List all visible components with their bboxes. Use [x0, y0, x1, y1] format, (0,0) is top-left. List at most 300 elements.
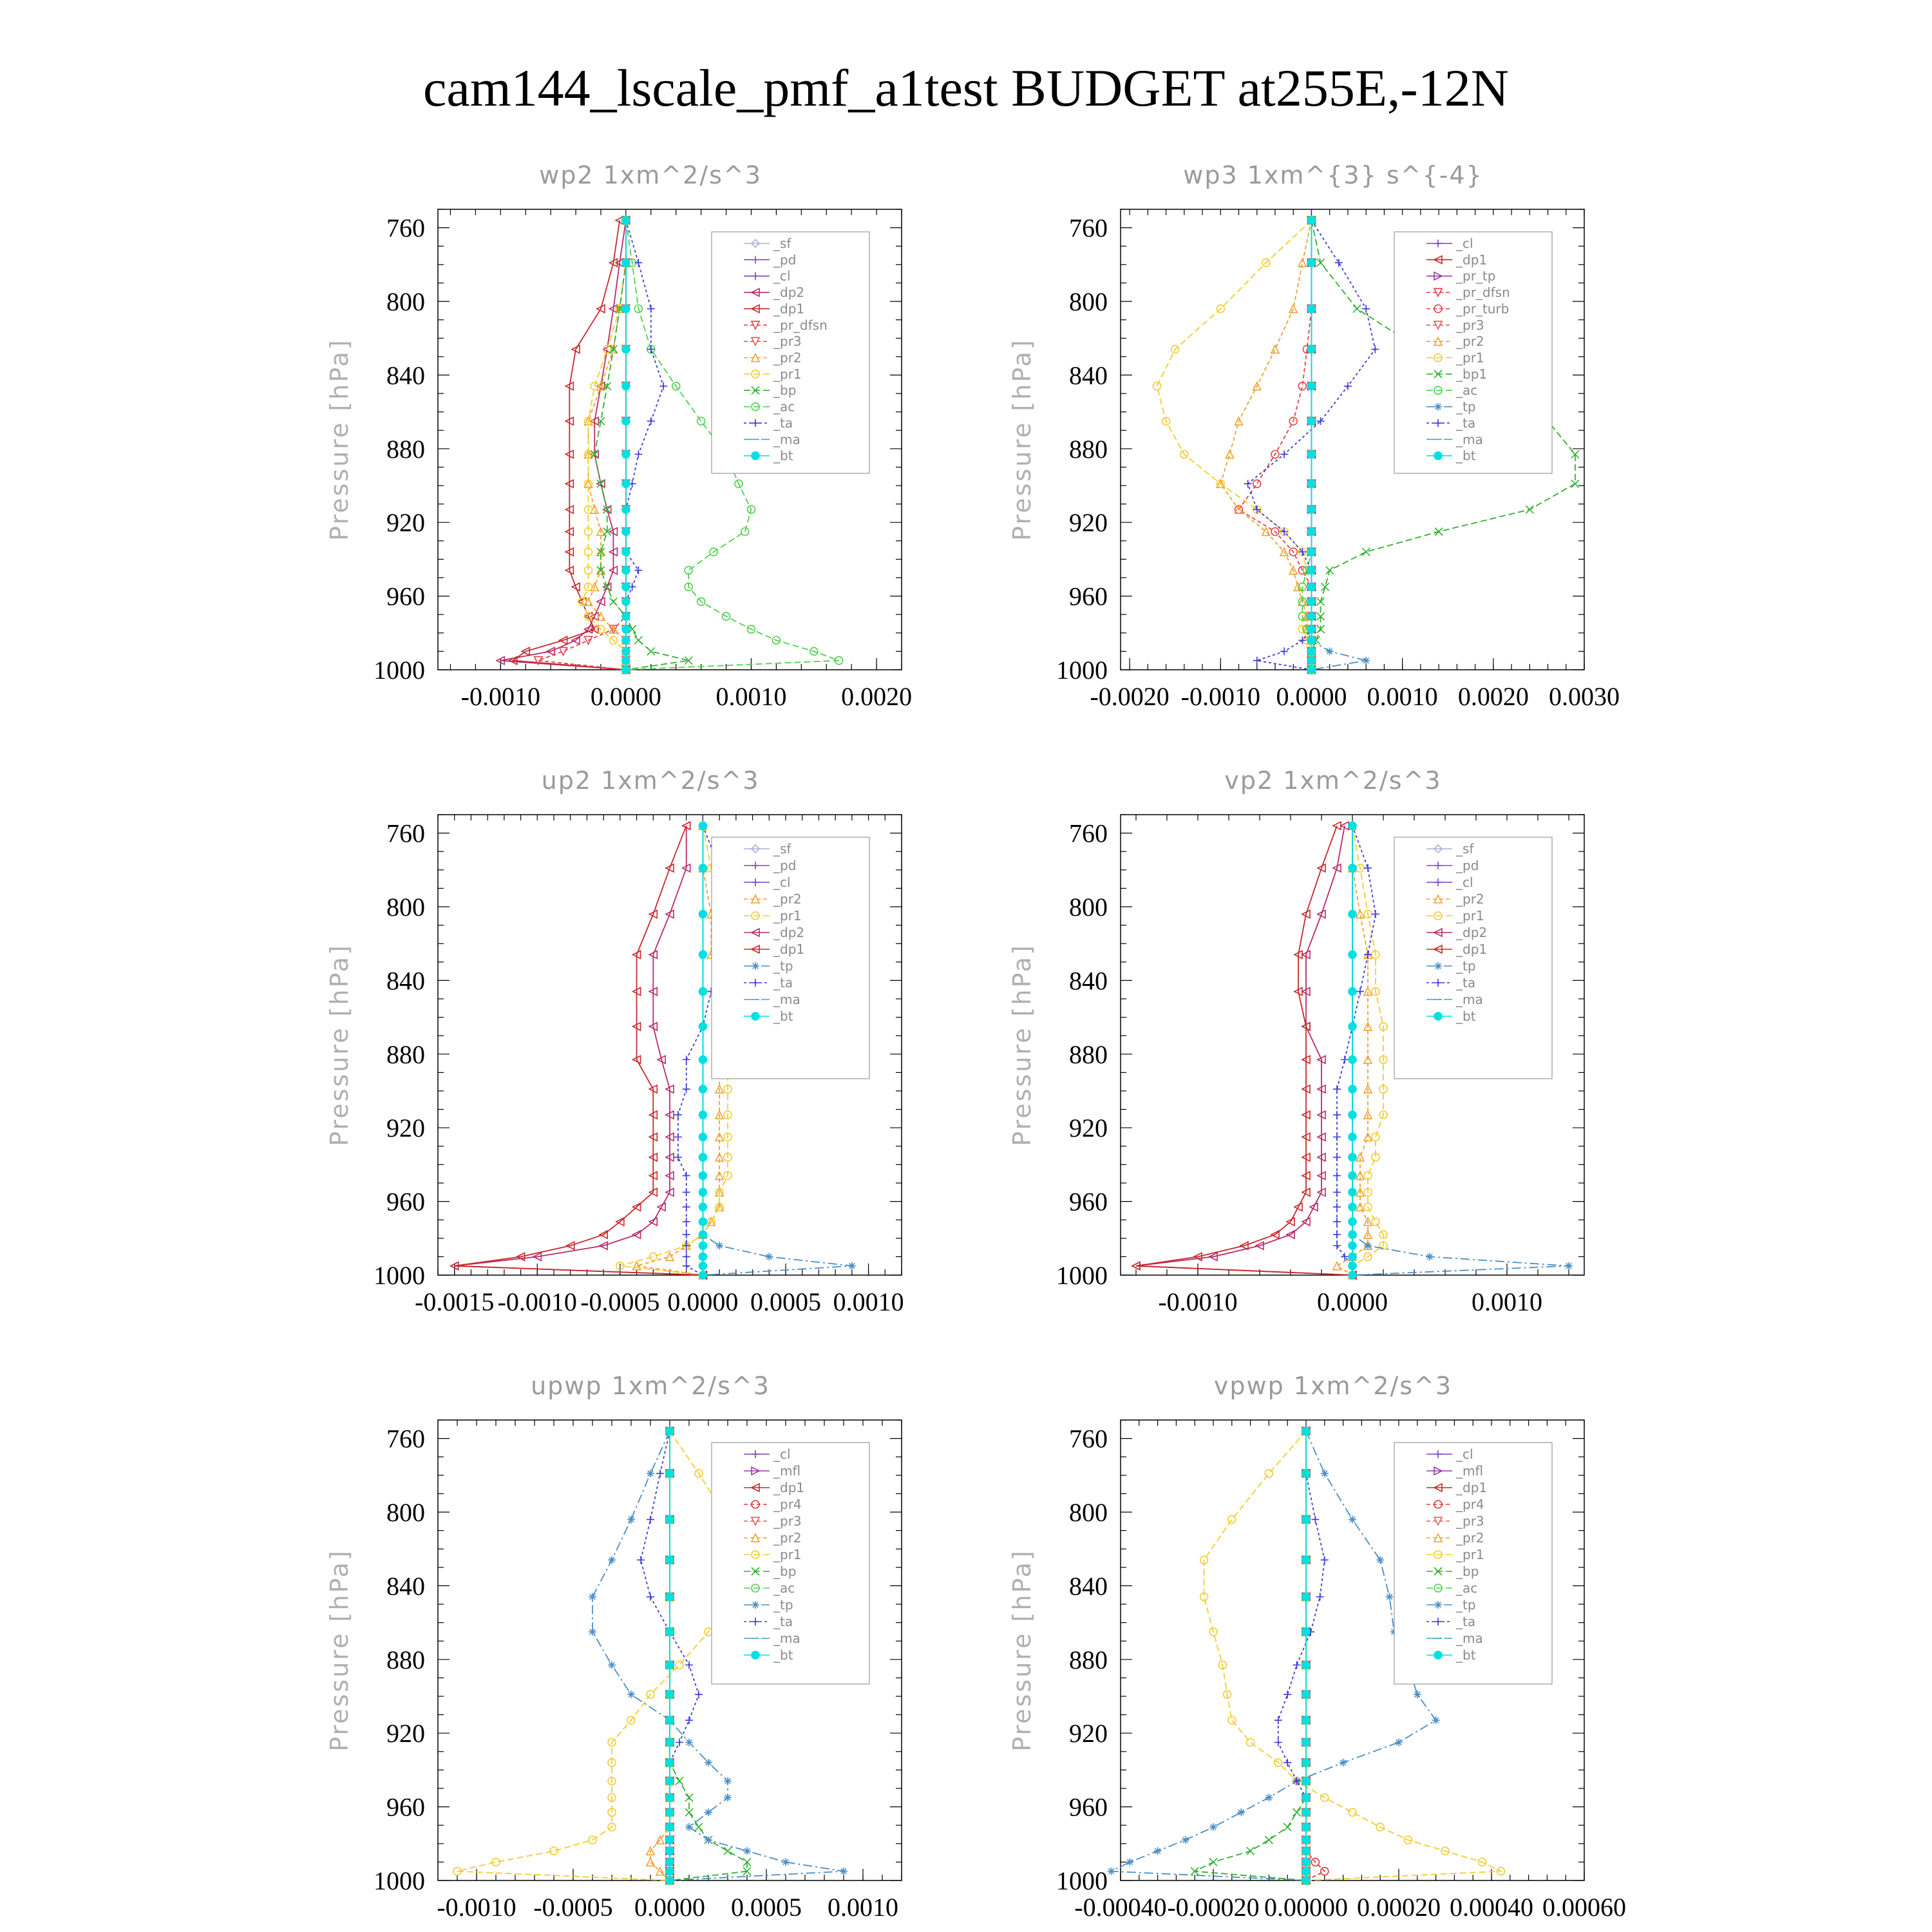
data-point: [1307, 450, 1315, 458]
data-point: [699, 822, 706, 829]
data-point: [1371, 345, 1379, 353]
data-point: [666, 1556, 674, 1564]
data-point: [1209, 1858, 1217, 1866]
y-tick-label: 920: [386, 1719, 425, 1748]
data-point: [1237, 1808, 1245, 1816]
data-point: [1349, 1242, 1356, 1249]
series-line-bp: [1195, 1431, 1306, 1880]
legend-label: _bp: [1456, 1564, 1479, 1579]
data-point: [1108, 1868, 1115, 1875]
x-tick-label: -0.0010: [497, 1287, 577, 1316]
data-point: [622, 647, 630, 655]
data-point: [1302, 1877, 1310, 1884]
series-line-pr1: [457, 1431, 747, 1880]
data-point: [765, 1253, 773, 1260]
data-point: [1333, 1188, 1341, 1196]
data-point: [1294, 583, 1302, 591]
data-point: [699, 1153, 706, 1161]
x-tick-label: 0.0000: [590, 682, 661, 711]
data-point: [647, 647, 655, 655]
data-point: [1307, 657, 1315, 665]
legend-label: _ta: [773, 1614, 793, 1629]
data-point: [634, 636, 642, 644]
data-point: [634, 259, 642, 267]
data-point: [715, 1242, 723, 1249]
data-point: [1316, 1593, 1324, 1601]
y-axis-label: Pressure [hPa]: [325, 1549, 354, 1752]
legend-label: _dp2: [773, 925, 805, 940]
data-point: [1349, 1023, 1356, 1030]
data-point: [609, 598, 617, 605]
legend-label: _pr1: [773, 908, 802, 923]
data-point: [1435, 528, 1443, 536]
data-point: [1307, 345, 1315, 353]
data-point: [1302, 1808, 1310, 1816]
series-dp2: [451, 822, 707, 1279]
data-point: [647, 417, 655, 425]
legend-label: _dp2: [773, 285, 805, 301]
y-axis-label: Pressure [hPa]: [1008, 338, 1036, 541]
data-point: [1333, 1111, 1341, 1119]
data-point: [622, 528, 630, 536]
data-point: [656, 1470, 664, 1477]
legend-label: _ac: [773, 1580, 795, 1596]
data-point: [1349, 1231, 1356, 1238]
y-axis-label: Pressure [hPa]: [325, 943, 354, 1146]
data-point: [685, 1808, 693, 1816]
data-point: [1253, 480, 1261, 488]
y-tick-label: 880: [386, 1645, 425, 1674]
data-point: [666, 1427, 674, 1435]
y-tick-label: 960: [386, 1187, 425, 1217]
data-point: [622, 480, 630, 488]
data-point: [1302, 1716, 1310, 1724]
legend-label: _sf: [773, 236, 791, 251]
data-point: [1153, 383, 1160, 390]
panel-title: wp2 1xm^2/s^3: [539, 161, 762, 189]
panel-wp3: [992, 148, 1636, 711]
data-point: [1349, 910, 1356, 918]
series-line-tp: [1112, 1431, 1436, 1880]
series-bt: [699, 822, 706, 1279]
x-tick-label: 0.0000: [634, 1893, 705, 1922]
data-point: [560, 647, 567, 655]
y-tick-label: 760: [386, 819, 425, 848]
data-point: [666, 1628, 674, 1636]
legend-marker: [1434, 962, 1442, 970]
x-tick-label: -0.0010: [1180, 682, 1260, 711]
data-point: [666, 1823, 674, 1831]
y-tick-label: 960: [1069, 1187, 1108, 1217]
data-point: [1302, 1470, 1310, 1477]
legend-label: _pr2: [1456, 334, 1484, 350]
data-point: [699, 1262, 706, 1270]
data-point: [1340, 1759, 1347, 1766]
data-point: [666, 1253, 674, 1260]
data-point: [1432, 1716, 1440, 1724]
data-point: [699, 1111, 706, 1119]
legend-label: _ac: [1456, 383, 1478, 399]
data-point: [627, 1690, 635, 1698]
data-point: [840, 1868, 848, 1875]
data-point: [1349, 1203, 1356, 1211]
legend-label: _dp1: [773, 1480, 805, 1495]
legend-label: _cl: [773, 875, 791, 890]
series-line-ta: [1278, 1431, 1325, 1880]
data-point: [1265, 1794, 1273, 1801]
y-tick-label: 880: [1069, 1039, 1108, 1069]
data-point: [622, 548, 630, 556]
data-point: [1349, 951, 1356, 958]
data-point: [1307, 567, 1315, 574]
y-tick-label: 800: [1069, 893, 1108, 922]
legend-label: _bp: [773, 1564, 797, 1579]
data-point: [1307, 216, 1315, 224]
data-point: [674, 1133, 682, 1141]
data-point: [1302, 1515, 1310, 1523]
legend-label: _pr2: [773, 350, 802, 366]
y-tick-label: 960: [386, 582, 425, 611]
data-point: [666, 1858, 674, 1866]
legend-marker: [1434, 452, 1442, 460]
data-point: [666, 1777, 674, 1785]
data-point: [1293, 1808, 1301, 1816]
data-point: [743, 1847, 751, 1855]
data-point: [1326, 647, 1334, 655]
data-point: [1298, 567, 1306, 574]
data-point: [1182, 1836, 1189, 1844]
y-axis-label: Pressure [hPa]: [1008, 1549, 1036, 1752]
legend-marker: [752, 1012, 759, 1020]
series-bt: [666, 1427, 674, 1884]
legend-label: _ta: [1456, 415, 1476, 431]
data-point: [647, 1515, 654, 1523]
x-tick-label: 0.0010: [828, 1893, 898, 1922]
data-point: [1302, 1823, 1310, 1831]
legend-label: _dp1: [1456, 1480, 1488, 1495]
data-point: [1364, 864, 1372, 872]
data-point: [589, 1593, 596, 1601]
data-point: [622, 636, 630, 644]
data-point: [683, 1231, 690, 1238]
data-point: [1283, 1690, 1291, 1698]
y-tick-label: 760: [386, 213, 425, 243]
x-tick-label: -0.0005: [533, 1893, 613, 1922]
data-point: [1302, 1690, 1310, 1698]
legend-label: _bt: [1456, 1009, 1476, 1024]
data-point: [683, 1085, 690, 1093]
data-point: [1349, 1218, 1356, 1226]
data-point: [683, 1188, 690, 1196]
y-tick-label: 840: [1069, 1571, 1108, 1601]
legend-label: _pr4: [1456, 1497, 1484, 1512]
data-point: [1307, 666, 1315, 674]
data-point: [1364, 1242, 1372, 1249]
legend-label: _tp: [773, 958, 793, 974]
legend: [1394, 837, 1552, 1079]
legend-label: _ma: [1456, 992, 1483, 1007]
legend-label: _ta: [1456, 975, 1476, 990]
data-point: [1302, 1739, 1310, 1747]
series-pr1: [1153, 216, 1315, 674]
series-line-pr1: [582, 220, 626, 670]
data-point: [1341, 1056, 1349, 1063]
data-point: [666, 1661, 674, 1669]
y-tick-label: 1000: [374, 656, 425, 685]
figure-title: cam144_lscale_pmf_a1test BUDGET at255E,-12N: [423, 59, 1509, 117]
data-point: [1307, 305, 1315, 312]
data-point: [1526, 506, 1533, 513]
data-point: [622, 583, 630, 591]
x-tick-label: -0.0010: [1158, 1287, 1238, 1316]
legend-label: _pr1: [1456, 908, 1484, 923]
x-tick-label: -0.00020: [1167, 1893, 1260, 1922]
data-point: [1302, 1794, 1310, 1801]
data-point: [1362, 305, 1370, 312]
y-tick-label: 760: [1069, 1424, 1108, 1454]
panel-vpwp: [992, 1359, 1636, 1922]
x-tick-label: 0.00020: [1357, 1893, 1441, 1922]
legend-label: _pr2: [1456, 891, 1484, 907]
legend-marker: [752, 1601, 759, 1609]
legend-label: _pr2: [1456, 1530, 1484, 1546]
legend-label: _cl: [1456, 875, 1473, 890]
data-point: [1317, 598, 1325, 605]
data-point: [699, 864, 706, 872]
data-point: [622, 383, 630, 390]
data-point: [1302, 1628, 1310, 1636]
legend-label: _cl: [773, 1446, 791, 1462]
data-point: [1565, 1262, 1573, 1270]
y-tick-label: 840: [386, 361, 425, 390]
data-point: [676, 1661, 683, 1669]
y-tick-label: 1000: [1056, 656, 1108, 685]
legend-label: _sf: [1456, 841, 1474, 857]
legend: [712, 1443, 869, 1684]
data-point: [1362, 548, 1370, 556]
x-tick-label: 0.00000: [1264, 1893, 1348, 1922]
x-tick-label: -0.0020: [1090, 682, 1170, 711]
data-point: [1280, 647, 1288, 655]
data-point: [622, 259, 630, 267]
data-point: [1333, 1133, 1341, 1141]
data-point: [685, 1794, 693, 1801]
legend-marker: [1434, 1651, 1442, 1659]
data-point: [622, 625, 630, 633]
data-point: [676, 1739, 683, 1747]
data-point: [608, 1556, 616, 1564]
data-point: [685, 1823, 693, 1831]
legend-label: _pr3: [1456, 1513, 1484, 1529]
y-tick-label: 960: [1069, 582, 1108, 611]
legend-label: _dp1: [1456, 252, 1488, 268]
data-point: [666, 1877, 674, 1884]
y-tick-label: 800: [1069, 287, 1108, 316]
legend-label: _pr_tp: [1456, 268, 1496, 284]
x-tick-label: -0.0010: [437, 1893, 516, 1922]
legend: [712, 837, 869, 1079]
legend-label: _tp: [1456, 399, 1476, 415]
data-point: [699, 910, 706, 918]
data-point: [1307, 625, 1315, 633]
legend-label: _tp: [1456, 958, 1476, 974]
data-point: [1395, 1739, 1403, 1747]
data-point: [699, 1253, 706, 1260]
data-point: [622, 657, 630, 665]
legend-marker: [1434, 403, 1442, 411]
data-point: [1307, 612, 1315, 620]
x-tick-label: 0.00060: [1542, 1893, 1626, 1922]
legend-label: _pr1: [1456, 1547, 1484, 1562]
data-point: [1349, 1271, 1356, 1279]
data-point: [634, 450, 642, 458]
legend-marker: [752, 452, 759, 460]
y-tick-label: 840: [1069, 966, 1108, 996]
legend-label: _ma: [773, 992, 800, 1007]
x-tick-label: -0.0010: [460, 682, 540, 711]
series-dp1: [509, 216, 630, 674]
y-tick-label: 920: [1069, 1113, 1108, 1143]
data-point: [1372, 910, 1379, 918]
data-point: [699, 988, 706, 996]
data-point: [695, 1690, 703, 1698]
data-point: [1307, 480, 1315, 488]
data-point: [1307, 528, 1315, 536]
data-point: [1326, 567, 1334, 574]
data-point: [1307, 383, 1315, 390]
legend-label: _dp1: [773, 942, 805, 957]
data-point: [1154, 1847, 1162, 1855]
x-tick-label: 0.0030: [1549, 682, 1620, 711]
y-tick-label: 920: [1069, 508, 1108, 538]
data-point: [1335, 259, 1343, 267]
data-point: [1321, 583, 1329, 591]
data-point: [1271, 345, 1279, 353]
legend-label: _bt: [773, 448, 793, 464]
legend-label: _bt: [1456, 1647, 1476, 1663]
data-point: [1349, 988, 1356, 996]
data-point: [1333, 1218, 1341, 1226]
data-point: [1228, 1716, 1236, 1724]
legend-label: _bt: [773, 1009, 793, 1024]
y-tick-label: 760: [1069, 819, 1108, 848]
legend-label: _pr1: [1456, 350, 1484, 366]
series-tp: [1108, 1427, 1440, 1884]
series-ta: [622, 216, 667, 674]
data-point: [666, 1515, 674, 1523]
legend-label: _tp: [773, 1597, 793, 1613]
data-point: [647, 1470, 654, 1477]
data-point: [622, 216, 630, 224]
y-tick-label: 1000: [374, 1866, 425, 1895]
data-point: [1302, 1759, 1310, 1766]
data-point: [1126, 1858, 1133, 1866]
data-point: [1307, 259, 1315, 267]
series-dp1: [1132, 822, 1356, 1279]
legend-label: _bt: [773, 1647, 793, 1663]
data-point: [705, 1759, 712, 1766]
data-point: [699, 1188, 706, 1196]
data-point: [1307, 636, 1315, 644]
series-dp2: [1132, 822, 1356, 1279]
legend-label: _mfl: [773, 1463, 801, 1479]
panel-title: up2 1xm^2/s^3: [541, 766, 760, 795]
data-point: [1353, 305, 1361, 312]
legend-label: _cl: [773, 268, 791, 284]
legend-marker: [752, 962, 759, 970]
data-point: [666, 1868, 674, 1875]
legend-label: _ma: [773, 1631, 800, 1646]
panel-title: vpwp 1xm^2/s^3: [1213, 1372, 1453, 1400]
y-tick-label: 800: [386, 287, 425, 316]
y-tick-label: 1000: [1056, 1261, 1108, 1290]
data-point: [683, 1203, 690, 1211]
data-point: [1376, 1556, 1384, 1564]
legend-label: _ta: [773, 415, 793, 431]
y-tick-label: 880: [1069, 1645, 1108, 1674]
legend-label: _cl: [1456, 1446, 1473, 1462]
series-pr1: [453, 1427, 751, 1884]
data-point: [1302, 1427, 1310, 1435]
data-point: [1349, 1172, 1356, 1180]
data-point: [699, 1023, 706, 1030]
panel-title: upwp 1xm^2/s^3: [531, 1372, 770, 1400]
data-point: [647, 1593, 654, 1601]
x-tick-label: 0.00040: [1450, 1893, 1533, 1922]
panel-title: wp3 1xm^{3} s^{-4}: [1183, 161, 1483, 189]
data-point: [1349, 1515, 1356, 1523]
data-point: [1307, 598, 1315, 605]
data-point: [1321, 1556, 1329, 1564]
x-tick-label: 0.0000: [667, 1287, 739, 1316]
x-tick-label: 0.0000: [1317, 1287, 1388, 1316]
data-point: [627, 1515, 635, 1523]
data-point: [1349, 1253, 1356, 1260]
data-point: [1349, 1111, 1356, 1119]
x-tick-label: 0.0005: [750, 1287, 821, 1316]
data-point: [685, 1661, 693, 1669]
data-point: [647, 305, 655, 312]
data-point: [782, 1858, 790, 1866]
data-point: [1333, 1085, 1341, 1093]
data-point: [1349, 822, 1356, 829]
data-point: [622, 417, 630, 425]
data-point: [1321, 1470, 1329, 1477]
y-tick-label: 920: [386, 1113, 425, 1143]
legend-label: _tp: [1456, 1597, 1476, 1613]
data-point: [683, 1262, 690, 1270]
data-point: [1333, 1231, 1341, 1238]
data-point: [699, 1203, 706, 1211]
data-point: [1302, 1836, 1310, 1844]
data-point: [622, 598, 630, 605]
y-tick-label: 920: [386, 508, 425, 538]
series-bt: [1302, 1427, 1310, 1884]
series-line-dp2: [1136, 826, 1352, 1275]
data-point: [1307, 548, 1315, 556]
data-point: [1307, 647, 1315, 655]
data-point: [589, 1628, 596, 1636]
legend-label: _cl: [1456, 236, 1473, 251]
data-point: [699, 1056, 706, 1063]
legend-label: _ac: [773, 399, 795, 415]
legend-label: _pr_dfsn: [1456, 285, 1510, 301]
legend-marker: [1434, 1601, 1442, 1609]
x-tick-label: 0.0000: [1276, 682, 1347, 711]
y-tick-label: 920: [1069, 1719, 1108, 1748]
data-point: [1349, 1153, 1356, 1161]
data-point: [1293, 1661, 1301, 1669]
